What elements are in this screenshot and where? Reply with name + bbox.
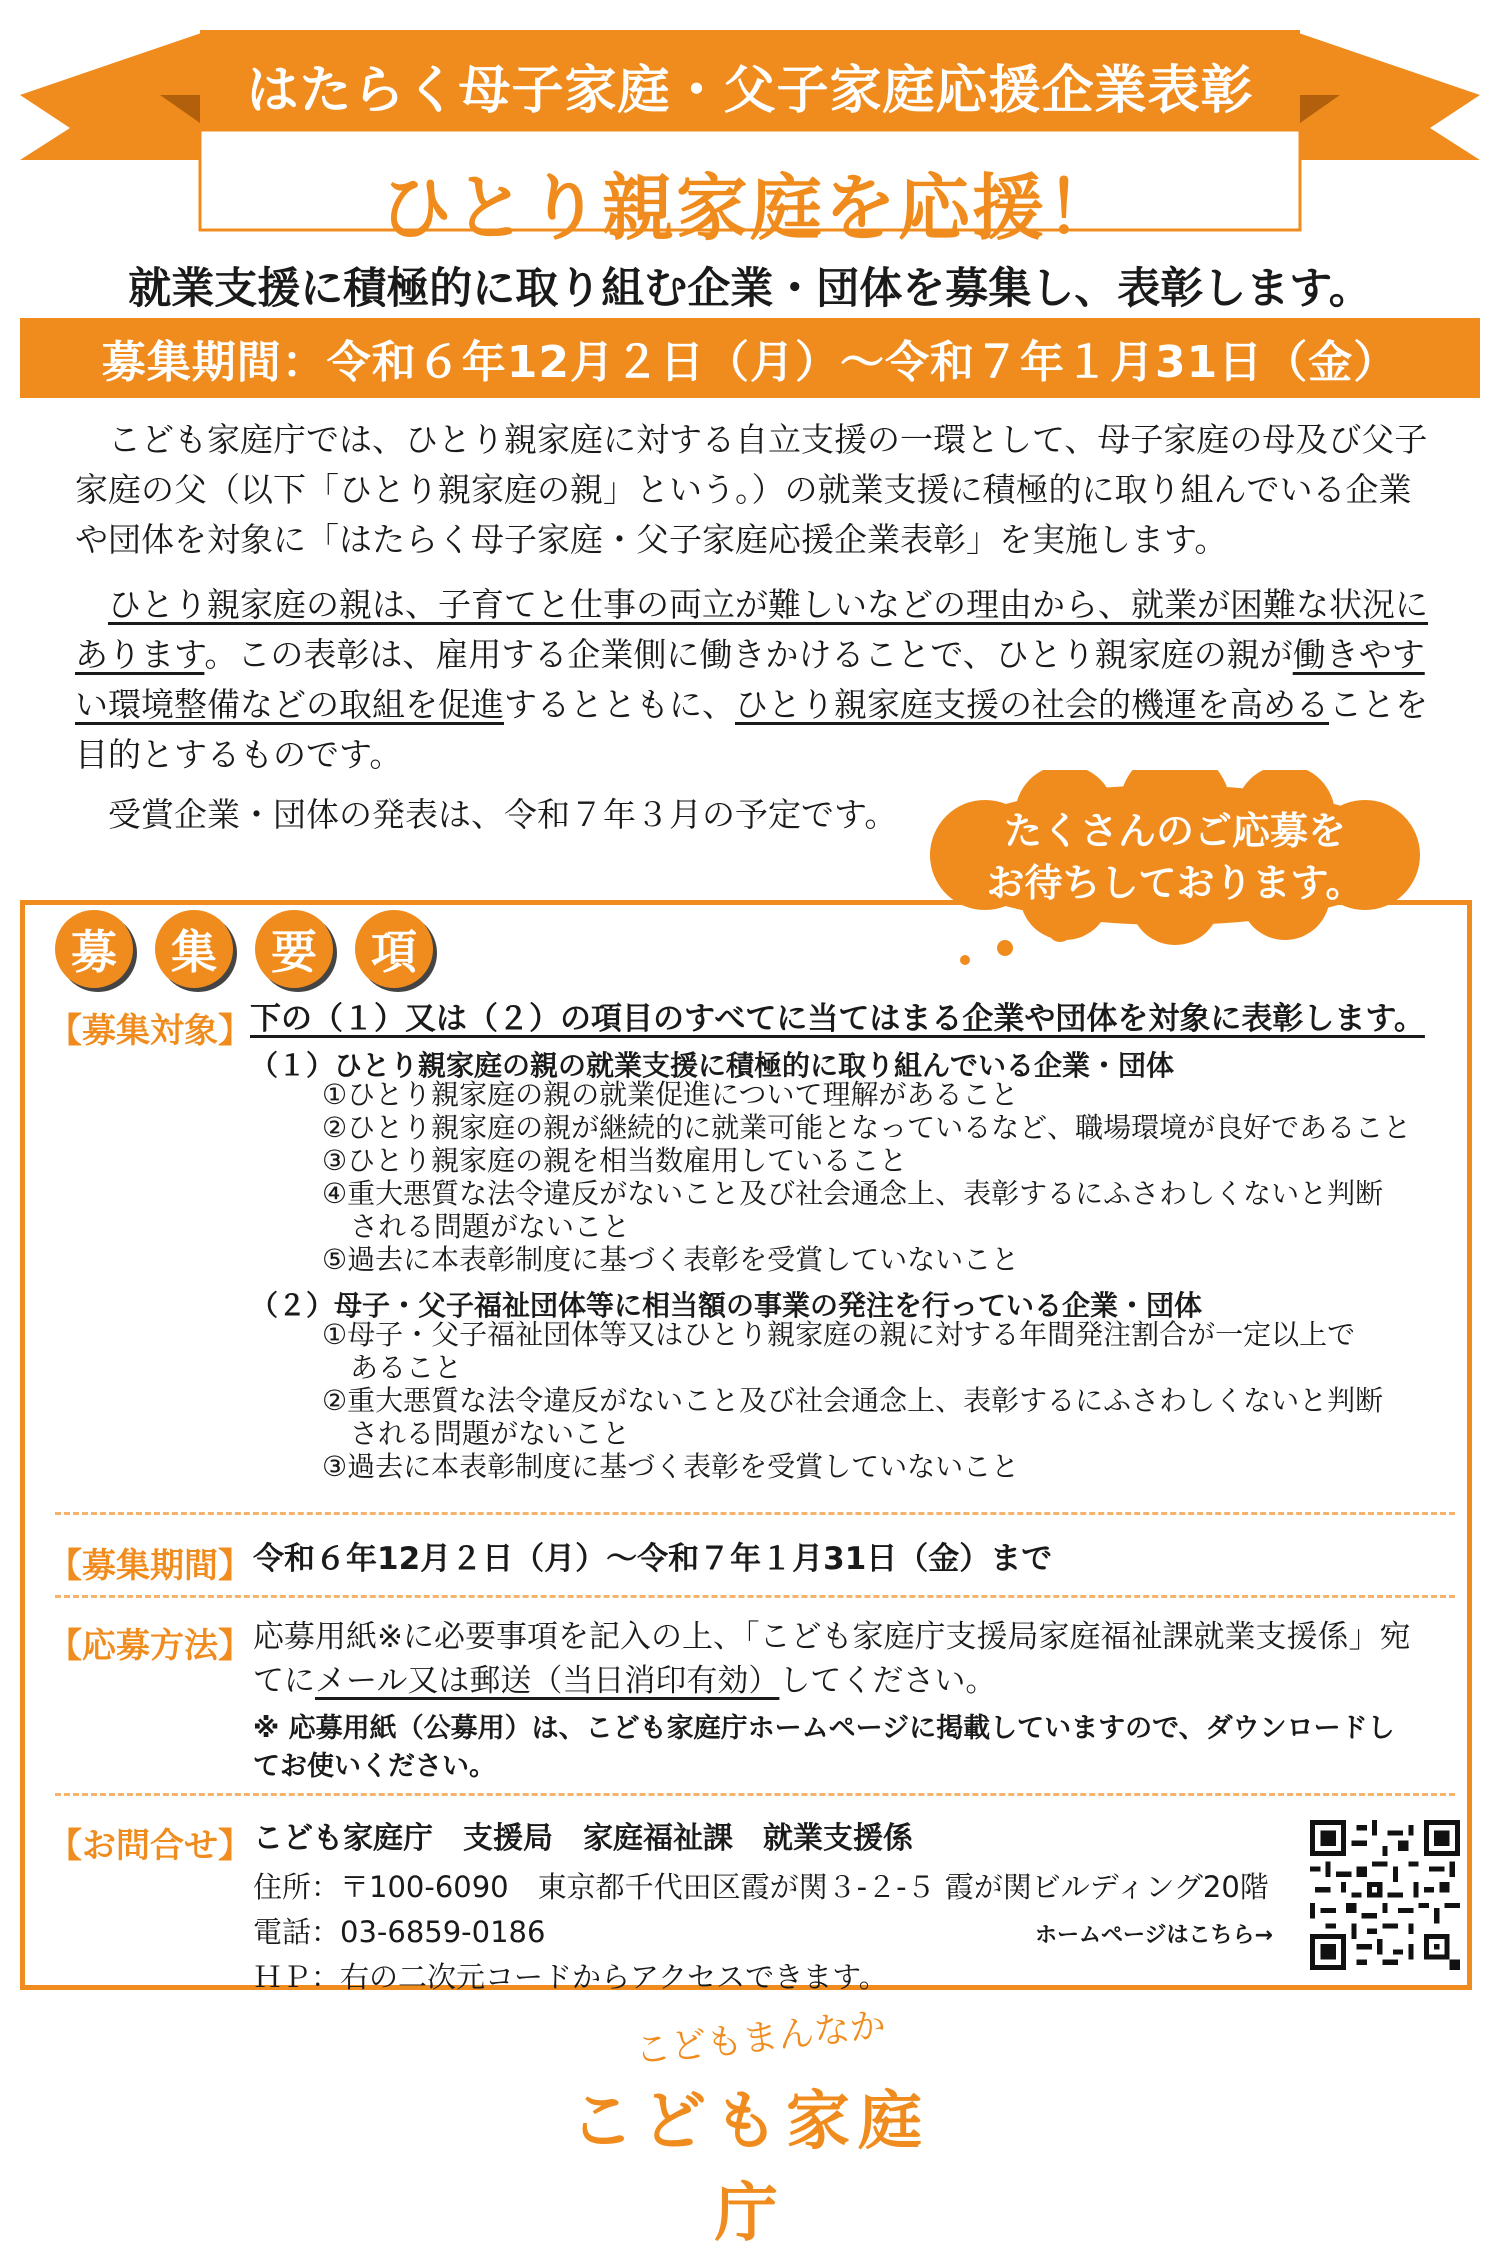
group-2-list xyxy=(322,1318,1383,1483)
paragraph-text: するとともに、 xyxy=(504,685,735,724)
divider xyxy=(55,1793,1455,1796)
headline: ひとり親家庭を応援！ xyxy=(379,166,1120,250)
period-label: 【募集期間】 xyxy=(48,1546,252,1586)
divider xyxy=(55,1512,1455,1515)
list-item: あること xyxy=(322,1351,463,1384)
list-item: ①ひとり親家庭の親の就業促進について理解があること xyxy=(322,1078,1019,1111)
intro-paragraph-3: 受賞企業・団体の発表は、令和７年３月の予定です。 xyxy=(108,795,898,834)
target-lead: 下の（１）又は（２）の項目のすべてに当てはまる企業や団体を対象に表彰します。 xyxy=(250,1001,1425,1037)
list-item: される問題がないこと xyxy=(322,1210,631,1243)
heading-char: 要 xyxy=(255,910,333,988)
period-bar: 募集期間：令和６年12月２日（月）～令和７年１月31日（金） xyxy=(20,318,1480,398)
list-item: ③過去に本表彰制度に基づく表彰を受賞していないこと xyxy=(322,1450,1020,1483)
list-item: される問題がないこと xyxy=(322,1417,631,1450)
intro-paragraph-2 xyxy=(75,580,1435,780)
list-item: ④重大悪質な法令違反がないこと及び社会通念上、表彰するにふさわしくないと判断 xyxy=(322,1177,1384,1210)
contact-phone: 電話：03-6859-0186 xyxy=(253,1915,546,1949)
method-note xyxy=(253,1710,1453,1786)
agency-logo: こども家庭庁 xyxy=(570,2085,930,2251)
method-text xyxy=(253,1615,1443,1703)
method-line xyxy=(253,1659,1443,1703)
method-text-part: してください。 xyxy=(779,1663,997,1699)
homepage-link[interactable]: ホームページはこちら→ xyxy=(1035,1923,1273,1948)
banner-title: はたらく母子家庭・父子家庭応援企業表彰 xyxy=(246,61,1254,121)
contact-org: こども家庭庁 支援局 家庭福祉課 就業支援係 xyxy=(253,1821,913,1856)
list-item: ②重大悪質な法令違反がないこと及び社会通念上、表彰するにふさわしくないと判断 xyxy=(322,1384,1384,1417)
target-label: 【募集対象】 xyxy=(48,1011,252,1051)
group-1-list xyxy=(322,1078,1411,1276)
footer-tagline: こどもまんなか xyxy=(632,2004,888,2073)
method-text-part: てに xyxy=(253,1663,315,1699)
qr-code-icon[interactable] xyxy=(1310,1820,1460,1970)
heading-char: 項 xyxy=(355,910,433,988)
contact-address: 住所：〒100-6090 東京都千代田区霞が関３-２-５ 霞が関ビルディング20階 xyxy=(253,1870,1269,1904)
subheadline: 就業支援に積極的に取り組む企業・団体を募集し、表彰します。 xyxy=(128,264,1372,314)
list-item: ①母子・父子福祉団体等又はひとり親家庭の親に対する年間発注割合が一定以上で xyxy=(322,1318,1356,1351)
group-1-title: （１）ひとり親家庭の親の就業支援に積極的に取り組んでいる企業・団体 xyxy=(250,1049,1175,1082)
cloud-text xyxy=(965,805,1385,909)
cloud-text-line-1: たくさんのご応募を xyxy=(1003,809,1346,853)
divider xyxy=(55,1595,1455,1598)
underlined-text: ひとり親家庭の親は、子育てと仕事の両立が難しいなどの理由から、就業が困難な状況にあります xyxy=(75,585,1428,674)
note-line: てお使いください。 xyxy=(253,1751,496,1782)
contact-hp: ＨＰ：右の二次元コードからアクセスできます。 xyxy=(253,1960,888,1994)
list-item: ⑤過去に本表彰制度に基づく表彰を受賞していないこと xyxy=(322,1243,1020,1276)
list-item: ③ひとり親家庭の親を相当数雇用していること xyxy=(322,1144,908,1177)
paragraph-text: ことを目的とするものです。 xyxy=(75,685,1428,774)
paragraph-text: 。この表彰は、雇用する企業側に働きかけることで、ひとり親家庭の親が xyxy=(204,635,1293,674)
underlined-text: 働きやすい環境整備などの取組を促進 xyxy=(75,635,1425,724)
underlined-text: メール又は郵送（当日消印有効） xyxy=(315,1663,780,1699)
heading-char: 募 xyxy=(55,910,133,988)
heading-char: 集 xyxy=(155,910,233,988)
note-line: ※ 応募用紙（公募用）は、こども家庭庁ホームページに掲載していますので、ダウンロードし xyxy=(253,1713,1395,1744)
method-label: 【応募方法】 xyxy=(48,1626,252,1666)
list-item: ②ひとり親家庭の親が継続的に就業可能となっているなど、職場環境が良好であること xyxy=(322,1111,1412,1144)
group-2-title: （２）母子・父子福祉団体等に相当額の事業の発注を行っている企業・団体 xyxy=(250,1289,1203,1322)
intro-paragraph-1: こども家庭庁では、ひとり親家庭に対する自立支援の一環として、母子家庭の母及び父子家庭の父（以下「ひとり親家庭の親」という。）の就業支援に積極的に取り組んでいる企業や団体を対象に「はたらく母子家庭・父子家庭応援企業表彰」を実施します。 xyxy=(75,420,1428,559)
period-value: 令和６年12月２日（月）～令和７年１月31日（金）まで xyxy=(253,1541,1053,1577)
contact-label: 【お問合せ】 xyxy=(48,1826,252,1866)
cloud-text-line-2: お待ちしております。 xyxy=(986,861,1364,905)
method-line: 応募用紙※に必要事項を記入の上、「こども家庭庁支援局家庭福祉課就業支援係」宛 xyxy=(253,1619,1411,1655)
underlined-text: ひとり親家庭支援の社会的機運を高める xyxy=(735,685,1329,724)
